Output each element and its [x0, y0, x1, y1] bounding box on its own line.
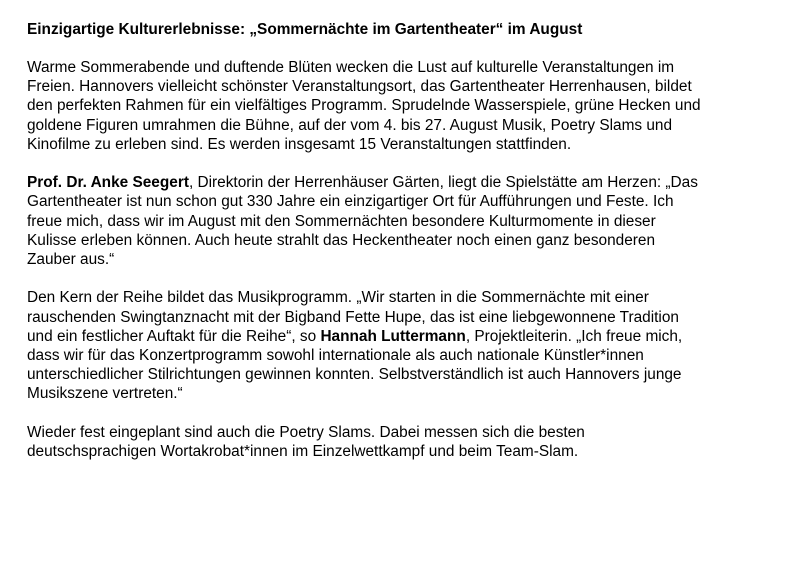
paragraph-music-program	[27, 288, 797, 403]
speaker-name-seegert: Prof. Dr. Anke Seegert	[27, 174, 189, 192]
text-line: freue mich, dass wir im August mit den Sommernächten besondere Kulturmomente in dieser	[27, 212, 656, 230]
text-line	[27, 327, 797, 346]
document-title: Einzigartige Kulturerlebnisse: „Sommernächte im Gartentheater“ im August	[27, 21, 583, 38]
text-line: Gartentheater ist nun schon gut 330 Jahre ein einzigartiger Ort für Aufführungen und Feste. Ich	[27, 193, 674, 211]
paragraph-seegert-quote	[27, 173, 797, 269]
text-segment: , Projektleiterin. „Ich freue mich,	[465, 327, 683, 345]
text-line	[27, 173, 797, 192]
text-line: deutschsprachigen Wortakrobat*innen im Einzelwettkampf und beim Team-Slam.	[27, 443, 579, 461]
text-segment: und ein festlicher Auftakt für die Reihe“, so	[27, 327, 321, 345]
text-line: unterschiedlicher Stilrichtungen gewinnen konnten. Selbstverständlich ist auch Hannovers junge	[27, 366, 682, 384]
text-segment: , Direktorin der Herrenhäuser Gärten, liegt die Spielstätte am Herzen: „Das	[188, 174, 698, 192]
text-line: goldene Figuren umrahmen die Bühne, auf der vom 4. bis 27. August Musik, Poetry Slams und	[27, 116, 673, 134]
paragraph-poetry-slams	[27, 423, 797, 461]
text-line: Freien. Hannovers vielleicht schönster Veranstaltungsort, das Gartentheater Herrenhausen, bildet	[27, 78, 692, 96]
text-line: Den Kern der Reihe bildet das Musikprogramm. „Wir starten in die Sommernächte mit einer	[27, 289, 649, 307]
text-line: Musikszene vertreten.“	[27, 385, 183, 403]
text-line: rauschenden Swingtanznacht mit der Bigband Fette Hupe, das ist eine liebgewonnene Tradition	[27, 308, 679, 326]
text-line: Kulisse erleben können. Auch heute strahlt das Heckentheater noch einen ganz besonderen	[27, 231, 656, 249]
text-line: Kinofilme zu erleben sind. Es werden insgesamt 15 Veranstaltungen stattfinden.	[27, 135, 572, 153]
paragraph-intro	[27, 58, 797, 154]
text-line: Warme Sommerabende und duftende Blüten wecken die Lust auf kulturelle Veranstaltungen im	[27, 59, 675, 76]
text-line: Wieder fest eingeplant sind auch die Poetry Slams. Dabei messen sich die besten	[27, 423, 585, 441]
text-line: dass wir für das Konzertprogramm sowohl internationale als auch nationale Künstler*innen	[27, 347, 644, 365]
speaker-name-luttermann: Hannah Luttermann	[320, 327, 466, 345]
text-line: Zauber aus.“	[27, 251, 115, 269]
text-line: den perfekten Rahmen für ein vielfältiges Programm. Sprudelnde Wasserspiele, grüne Hecken und	[27, 97, 701, 115]
